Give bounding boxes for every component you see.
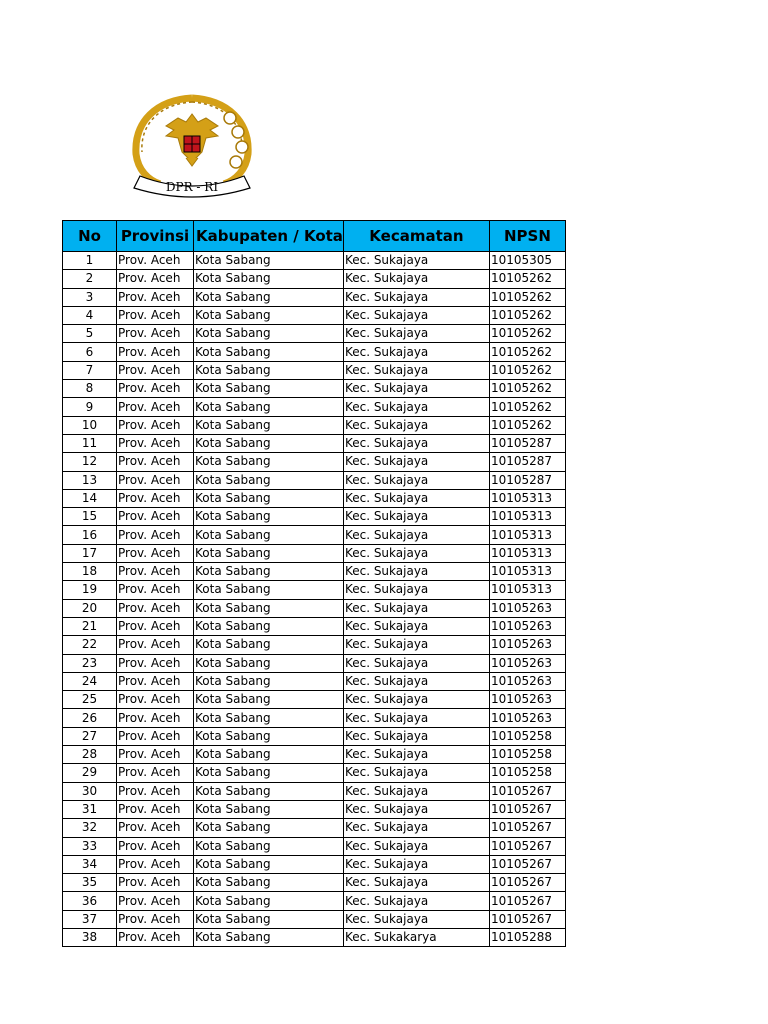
cell-kabupaten: Kota Sabang: [194, 910, 344, 928]
cell-kecamatan: Kec. Sukajaya: [343, 819, 489, 837]
cell-kecamatan: Kec. Sukajaya: [343, 746, 489, 764]
table-row: [63, 599, 566, 617]
table-row: [63, 727, 566, 745]
table-row: [63, 928, 566, 946]
cell-kecamatan: Kec. Sukajaya: [343, 398, 489, 416]
cell-no: 6: [63, 343, 117, 361]
cell-npsn: 10105262: [489, 380, 565, 398]
cell-kecamatan: Kec. Sukajaya: [343, 855, 489, 873]
cell-kabupaten: Kota Sabang: [194, 471, 344, 489]
cell-kecamatan: Kec. Sukajaya: [343, 727, 489, 745]
cell-no: 5: [63, 325, 117, 343]
cell-provinsi: Prov. Aceh: [117, 325, 194, 343]
cell-provinsi: Prov. Aceh: [117, 380, 194, 398]
table-row: [63, 252, 566, 270]
cell-kecamatan: Kec. Sukajaya: [343, 325, 489, 343]
cell-no: 31: [63, 800, 117, 818]
cell-kecamatan: Kec. Sukajaya: [343, 508, 489, 526]
table-row: [63, 434, 566, 452]
cell-provinsi: Prov. Aceh: [117, 691, 194, 709]
cell-provinsi: Prov. Aceh: [117, 508, 194, 526]
cell-kecamatan: Kec. Sukajaya: [343, 709, 489, 727]
cell-no: 34: [63, 855, 117, 873]
cell-kabupaten: Kota Sabang: [194, 270, 344, 288]
cell-npsn: 10105313: [489, 526, 565, 544]
cell-provinsi: Prov. Aceh: [117, 489, 194, 507]
cell-kecamatan: Kec. Sukajaya: [343, 361, 489, 379]
cell-npsn: 10105287: [489, 471, 565, 489]
cell-npsn: 10105262: [489, 325, 565, 343]
cell-npsn: 10105313: [489, 563, 565, 581]
cell-provinsi: Prov. Aceh: [117, 709, 194, 727]
cell-npsn: 10105263: [489, 636, 565, 654]
cell-no: 21: [63, 617, 117, 635]
table-row: [63, 471, 566, 489]
table-row: [63, 800, 566, 818]
cell-no: 36: [63, 892, 117, 910]
table-row: [63, 288, 566, 306]
cell-no: 10: [63, 416, 117, 434]
cell-provinsi: Prov. Aceh: [117, 581, 194, 599]
cell-npsn: 10105262: [489, 306, 565, 324]
cell-npsn: 10105267: [489, 782, 565, 800]
data-table: [62, 220, 566, 947]
cell-provinsi: Prov. Aceh: [117, 837, 194, 855]
cell-provinsi: Prov. Aceh: [117, 398, 194, 416]
cell-kecamatan: Kec. Sukajaya: [343, 544, 489, 562]
garuda-icon: [166, 114, 218, 166]
cell-npsn: 10105258: [489, 746, 565, 764]
cell-provinsi: Prov. Aceh: [117, 361, 194, 379]
cell-npsn: 10105267: [489, 855, 565, 873]
cell-kabupaten: Kota Sabang: [194, 874, 344, 892]
cell-no: 3: [63, 288, 117, 306]
table-row: [63, 361, 566, 379]
cell-no: 11: [63, 434, 117, 452]
cell-kecamatan: Kec. Sukajaya: [343, 252, 489, 270]
table-row: [63, 325, 566, 343]
cell-kabupaten: Kota Sabang: [194, 654, 344, 672]
cell-kecamatan: Kec. Sukajaya: [343, 288, 489, 306]
cell-npsn: 10105258: [489, 727, 565, 745]
cell-no: 8: [63, 380, 117, 398]
cell-provinsi: Prov. Aceh: [117, 288, 194, 306]
table-row: [63, 544, 566, 562]
cell-provinsi: Prov. Aceh: [117, 855, 194, 873]
column-header-provinsi: Provinsi: [117, 221, 194, 252]
cell-kabupaten: Kota Sabang: [194, 288, 344, 306]
cell-kabupaten: Kota Sabang: [194, 306, 344, 324]
cell-kabupaten: Kota Sabang: [194, 782, 344, 800]
cell-kabupaten: Kota Sabang: [194, 892, 344, 910]
cell-no: 14: [63, 489, 117, 507]
cell-npsn: 10105267: [489, 874, 565, 892]
cell-kecamatan: Kec. Sukajaya: [343, 306, 489, 324]
table-row: [63, 453, 566, 471]
cell-no: 23: [63, 654, 117, 672]
cell-kabupaten: Kota Sabang: [194, 563, 344, 581]
cell-kabupaten: Kota Sabang: [194, 434, 344, 452]
cell-no: 22: [63, 636, 117, 654]
cell-no: 2: [63, 270, 117, 288]
cell-kecamatan: Kec. Sukajaya: [343, 526, 489, 544]
cell-kecamatan: Kec. Sukajaya: [343, 599, 489, 617]
cell-no: 37: [63, 910, 117, 928]
cell-provinsi: Prov. Aceh: [117, 800, 194, 818]
table-row: [63, 764, 566, 782]
column-header-no: No: [63, 221, 117, 252]
cell-provinsi: Prov. Aceh: [117, 654, 194, 672]
cell-kecamatan: Kec. Sukajaya: [343, 636, 489, 654]
cell-no: 35: [63, 874, 117, 892]
cell-kabupaten: Kota Sabang: [194, 453, 344, 471]
cell-npsn: 10105258: [489, 764, 565, 782]
table-row: [63, 508, 566, 526]
table-row: [63, 855, 566, 873]
cell-provinsi: Prov. Aceh: [117, 563, 194, 581]
cell-provinsi: Prov. Aceh: [117, 819, 194, 837]
cell-no: 4: [63, 306, 117, 324]
cell-provinsi: Prov. Aceh: [117, 252, 194, 270]
cell-kecamatan: Kec. Sukajaya: [343, 471, 489, 489]
cell-no: 28: [63, 746, 117, 764]
cell-provinsi: Prov. Aceh: [117, 746, 194, 764]
cell-npsn: 10105313: [489, 489, 565, 507]
cell-no: 16: [63, 526, 117, 544]
cell-provinsi: Prov. Aceh: [117, 764, 194, 782]
cell-kabupaten: Kota Sabang: [194, 746, 344, 764]
cell-npsn: 10105262: [489, 270, 565, 288]
cell-provinsi: Prov. Aceh: [117, 416, 194, 434]
cell-kabupaten: Kota Sabang: [194, 691, 344, 709]
table-row: [63, 489, 566, 507]
cell-kabupaten: Kota Sabang: [194, 252, 344, 270]
cell-kabupaten: Kota Sabang: [194, 727, 344, 745]
cell-kecamatan: Kec. Sukajaya: [343, 672, 489, 690]
cell-kabupaten: Kota Sabang: [194, 800, 344, 818]
cell-npsn: 10105262: [489, 288, 565, 306]
cell-npsn: 10105263: [489, 654, 565, 672]
table-row: [63, 617, 566, 635]
cell-kabupaten: Kota Sabang: [194, 636, 344, 654]
table-row: [63, 416, 566, 434]
cell-npsn: 10105267: [489, 910, 565, 928]
cell-kabupaten: Kota Sabang: [194, 398, 344, 416]
cell-no: 15: [63, 508, 117, 526]
cell-provinsi: Prov. Aceh: [117, 892, 194, 910]
cell-kecamatan: Kec. Sukajaya: [343, 270, 489, 288]
cell-npsn: 10105263: [489, 709, 565, 727]
table-row: [63, 636, 566, 654]
cell-kecamatan: Kec. Sukajaya: [343, 691, 489, 709]
cell-kecamatan: Kec. Sukajaya: [343, 764, 489, 782]
cell-kabupaten: Kota Sabang: [194, 489, 344, 507]
cell-kabupaten: Kota Sabang: [194, 380, 344, 398]
cell-npsn: 10105263: [489, 599, 565, 617]
table-row: [63, 874, 566, 892]
cell-kecamatan: Kec. Sukajaya: [343, 874, 489, 892]
cell-npsn: 10105287: [489, 453, 565, 471]
cell-provinsi: Prov. Aceh: [117, 928, 194, 946]
cell-no: 27: [63, 727, 117, 745]
cell-npsn: 10105313: [489, 544, 565, 562]
cell-npsn: 10105267: [489, 819, 565, 837]
cell-provinsi: Prov. Aceh: [117, 306, 194, 324]
cell-no: 24: [63, 672, 117, 690]
cell-provinsi: Prov. Aceh: [117, 617, 194, 635]
cell-no: 12: [63, 453, 117, 471]
cell-kabupaten: Kota Sabang: [194, 709, 344, 727]
cell-kabupaten: Kota Sabang: [194, 544, 344, 562]
cell-no: 33: [63, 837, 117, 855]
table-row: [63, 398, 566, 416]
cell-no: 25: [63, 691, 117, 709]
cell-provinsi: Prov. Aceh: [117, 672, 194, 690]
cell-no: 26: [63, 709, 117, 727]
cell-kecamatan: Kec. Sukajaya: [343, 654, 489, 672]
table-row: [63, 581, 566, 599]
cell-kabupaten: Kota Sabang: [194, 416, 344, 434]
table-row: [63, 691, 566, 709]
cell-provinsi: Prov. Aceh: [117, 471, 194, 489]
table-row: [63, 672, 566, 690]
cell-no: 38: [63, 928, 117, 946]
cell-npsn: 10105262: [489, 361, 565, 379]
table-row: [63, 746, 566, 764]
cell-kabupaten: Kota Sabang: [194, 928, 344, 946]
cell-kecamatan: Kec. Sukajaya: [343, 380, 489, 398]
cell-npsn: 10105267: [489, 837, 565, 855]
cell-no: 29: [63, 764, 117, 782]
cell-no: 32: [63, 819, 117, 837]
table-row: [63, 892, 566, 910]
cell-kecamatan: Kec. Sukajaya: [343, 563, 489, 581]
dpr-ri-emblem-icon: [126, 92, 258, 202]
cell-npsn: 10105313: [489, 508, 565, 526]
table-row: [63, 563, 566, 581]
cell-no: 17: [63, 544, 117, 562]
cell-no: 1: [63, 252, 117, 270]
cell-npsn: 10105262: [489, 416, 565, 434]
cell-kabupaten: Kota Sabang: [194, 837, 344, 855]
cell-provinsi: Prov. Aceh: [117, 270, 194, 288]
table-row: [63, 910, 566, 928]
column-header-kabupaten: Kabupaten / Kota: [194, 221, 344, 252]
cell-kabupaten: Kota Sabang: [194, 361, 344, 379]
cell-npsn: 10105263: [489, 617, 565, 635]
cell-kecamatan: Kec. Sukajaya: [343, 892, 489, 910]
cell-kecamatan: Kec. Sukajaya: [343, 489, 489, 507]
cell-kecamatan: Kec. Sukajaya: [343, 800, 489, 818]
cell-npsn: 10105267: [489, 800, 565, 818]
cell-npsn: 10105262: [489, 398, 565, 416]
cell-provinsi: Prov. Aceh: [117, 526, 194, 544]
table-row: [63, 709, 566, 727]
table-row: [63, 654, 566, 672]
table-row: [63, 343, 566, 361]
cell-kecamatan: Kec. Sukajaya: [343, 910, 489, 928]
cell-kabupaten: Kota Sabang: [194, 325, 344, 343]
cell-npsn: 10105263: [489, 672, 565, 690]
cell-kecamatan: Kec. Sukajaya: [343, 837, 489, 855]
cell-no: 13: [63, 471, 117, 489]
cell-npsn: 10105267: [489, 892, 565, 910]
cell-no: 30: [63, 782, 117, 800]
table-row: [63, 380, 566, 398]
cell-kabupaten: Kota Sabang: [194, 764, 344, 782]
table-row: [63, 270, 566, 288]
column-header-npsn: NPSN: [489, 221, 565, 252]
cell-no: 7: [63, 361, 117, 379]
cell-provinsi: Prov. Aceh: [117, 343, 194, 361]
banner-text: DPR - RI: [165, 180, 219, 194]
cell-npsn: 10105287: [489, 434, 565, 452]
table-row: [63, 837, 566, 855]
cell-kecamatan: Kec. Sukajaya: [343, 782, 489, 800]
cell-no: 19: [63, 581, 117, 599]
cell-npsn: 10105288: [489, 928, 565, 946]
cell-kabupaten: Kota Sabang: [194, 855, 344, 873]
cell-kabupaten: Kota Sabang: [194, 599, 344, 617]
cell-provinsi: Prov. Aceh: [117, 910, 194, 928]
cell-provinsi: Prov. Aceh: [117, 434, 194, 452]
cell-kabupaten: Kota Sabang: [194, 581, 344, 599]
table-row: [63, 526, 566, 544]
cell-npsn: 10105262: [489, 343, 565, 361]
cell-kabupaten: Kota Sabang: [194, 526, 344, 544]
cell-kabupaten: Kota Sabang: [194, 819, 344, 837]
cell-provinsi: Prov. Aceh: [117, 874, 194, 892]
column-header-kecamatan: Kecamatan: [343, 221, 489, 252]
cell-provinsi: Prov. Aceh: [117, 727, 194, 745]
cell-kabupaten: Kota Sabang: [194, 508, 344, 526]
cell-kabupaten: Kota Sabang: [194, 617, 344, 635]
cell-kecamatan: Kec. Sukajaya: [343, 581, 489, 599]
cell-no: 18: [63, 563, 117, 581]
table-row: [63, 782, 566, 800]
cell-kabupaten: Kota Sabang: [194, 672, 344, 690]
cell-provinsi: Prov. Aceh: [117, 453, 194, 471]
cell-kecamatan: Kec. Sukajaya: [343, 343, 489, 361]
cell-provinsi: Prov. Aceh: [117, 636, 194, 654]
table-row: [63, 306, 566, 324]
header-row: [63, 221, 566, 252]
cell-npsn: 10105263: [489, 691, 565, 709]
cell-kecamatan: Kec. Sukakarya: [343, 928, 489, 946]
cell-provinsi: Prov. Aceh: [117, 782, 194, 800]
cell-kecamatan: Kec. Sukajaya: [343, 434, 489, 452]
cell-no: 9: [63, 398, 117, 416]
cell-provinsi: Prov. Aceh: [117, 599, 194, 617]
cell-kecamatan: Kec. Sukajaya: [343, 416, 489, 434]
table-row: [63, 819, 566, 837]
cell-no: 20: [63, 599, 117, 617]
cell-provinsi: Prov. Aceh: [117, 544, 194, 562]
cell-kabupaten: Kota Sabang: [194, 343, 344, 361]
cell-npsn: 10105313: [489, 581, 565, 599]
cell-npsn: 10105305: [489, 252, 565, 270]
cell-kecamatan: Kec. Sukajaya: [343, 453, 489, 471]
cell-kecamatan: Kec. Sukajaya: [343, 617, 489, 635]
